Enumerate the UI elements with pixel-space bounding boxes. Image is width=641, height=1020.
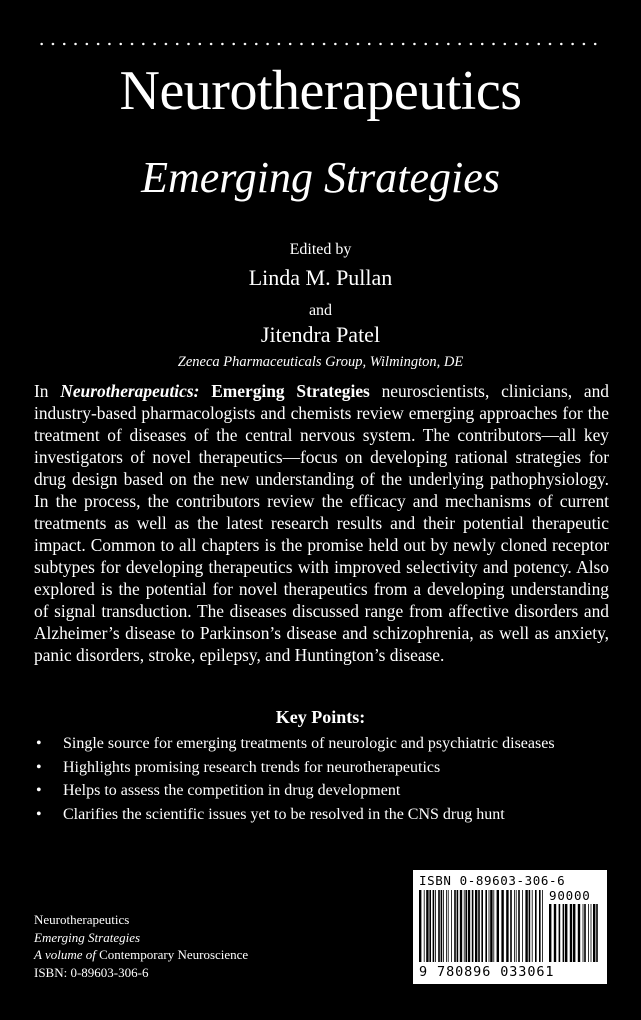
editor-name-2: Jitendra Patel xyxy=(260,322,381,347)
list-item xyxy=(36,756,626,780)
barcode-isbn-label: ISBN 0-89603-306-6 xyxy=(419,873,566,888)
bullet-icon: • xyxy=(36,805,42,823)
key-point-text: Single source for emerging treatments of neurologic and psychiatric diseases xyxy=(63,735,555,752)
description-title-italic: Neurotherapeutics: xyxy=(60,381,200,401)
description-body: neuroscientists, clinicians, and industry-based pharmacologists and chemists review emerging approaches for the treatment of diseases of the central nervous system. The contributors—all key investigators of novel therapeutics—focus on developing rational strategies for drug design based on the new understanding of the underlying pathophysiology. In the process, the contributors review the efficacy and mechanisms of current treatments as well as the latest research results and their potential therapeutic impact. Common to all chapters is the promise held out by newly cloned receptor subtypes for developing therapeutics with improved selectivity and potency. Also explored is the potential for novel therapeutics from a developing understanding of signal transduction. The diseases discussed range from affective disorders and Alzheimer’s disease to Parkinson’s disease and schizophrenia, as well as anxiety, panic disorders, stroke, epilepsy, and Huntington’s disease. xyxy=(34,381,609,665)
footer-imprint xyxy=(34,911,248,981)
editor-affiliation: Zeneca Pharmaceuticals Group, Wilmington, DE xyxy=(177,354,464,370)
description-subtitle-bold: Emerging Strategies xyxy=(211,381,370,401)
bullet-icon: • xyxy=(36,758,42,776)
and-label: and xyxy=(308,302,333,319)
list-item xyxy=(36,779,626,803)
key-point-text: Highlights promising research trends for neurotherapeutics xyxy=(63,758,441,776)
key-point-text: Helps to assess the competition in drug development xyxy=(63,782,401,799)
list-item xyxy=(36,803,626,827)
list-item xyxy=(36,732,626,756)
barcode-ean-number: 9 780896 033061 xyxy=(419,964,555,980)
barcode-addon-bars xyxy=(549,904,601,962)
dotted-rule xyxy=(36,42,602,46)
barcode-bars xyxy=(419,890,544,962)
bullet-icon: • xyxy=(36,735,42,752)
bullet-icon: • xyxy=(36,782,42,799)
footer-series: A volume of Contemporary Neuroscience xyxy=(34,947,249,962)
footer-title: Neurotherapeutics xyxy=(34,912,130,927)
description-intro: In xyxy=(34,381,49,401)
barcode-addon-number: 90000 xyxy=(549,888,591,903)
key-points-title: Key Points: xyxy=(275,707,366,727)
footer-subtitle: Emerging Strategies xyxy=(34,929,141,945)
book-subtitle: Emerging Strategies xyxy=(141,153,500,202)
footer-isbn: ISBN: 0-89603-306-6 xyxy=(34,964,149,980)
book-title: Neurotherapeutics xyxy=(119,60,522,122)
edited-by-label: Edited by xyxy=(289,241,352,258)
editor-name-1: Linda M. Pullan xyxy=(248,265,393,290)
barcode xyxy=(413,870,607,984)
key-points-list xyxy=(36,732,626,826)
book-description xyxy=(34,380,609,666)
key-point-text: Clarifies the scientific issues yet to be resolved in the CNS drug hunt xyxy=(63,805,505,823)
